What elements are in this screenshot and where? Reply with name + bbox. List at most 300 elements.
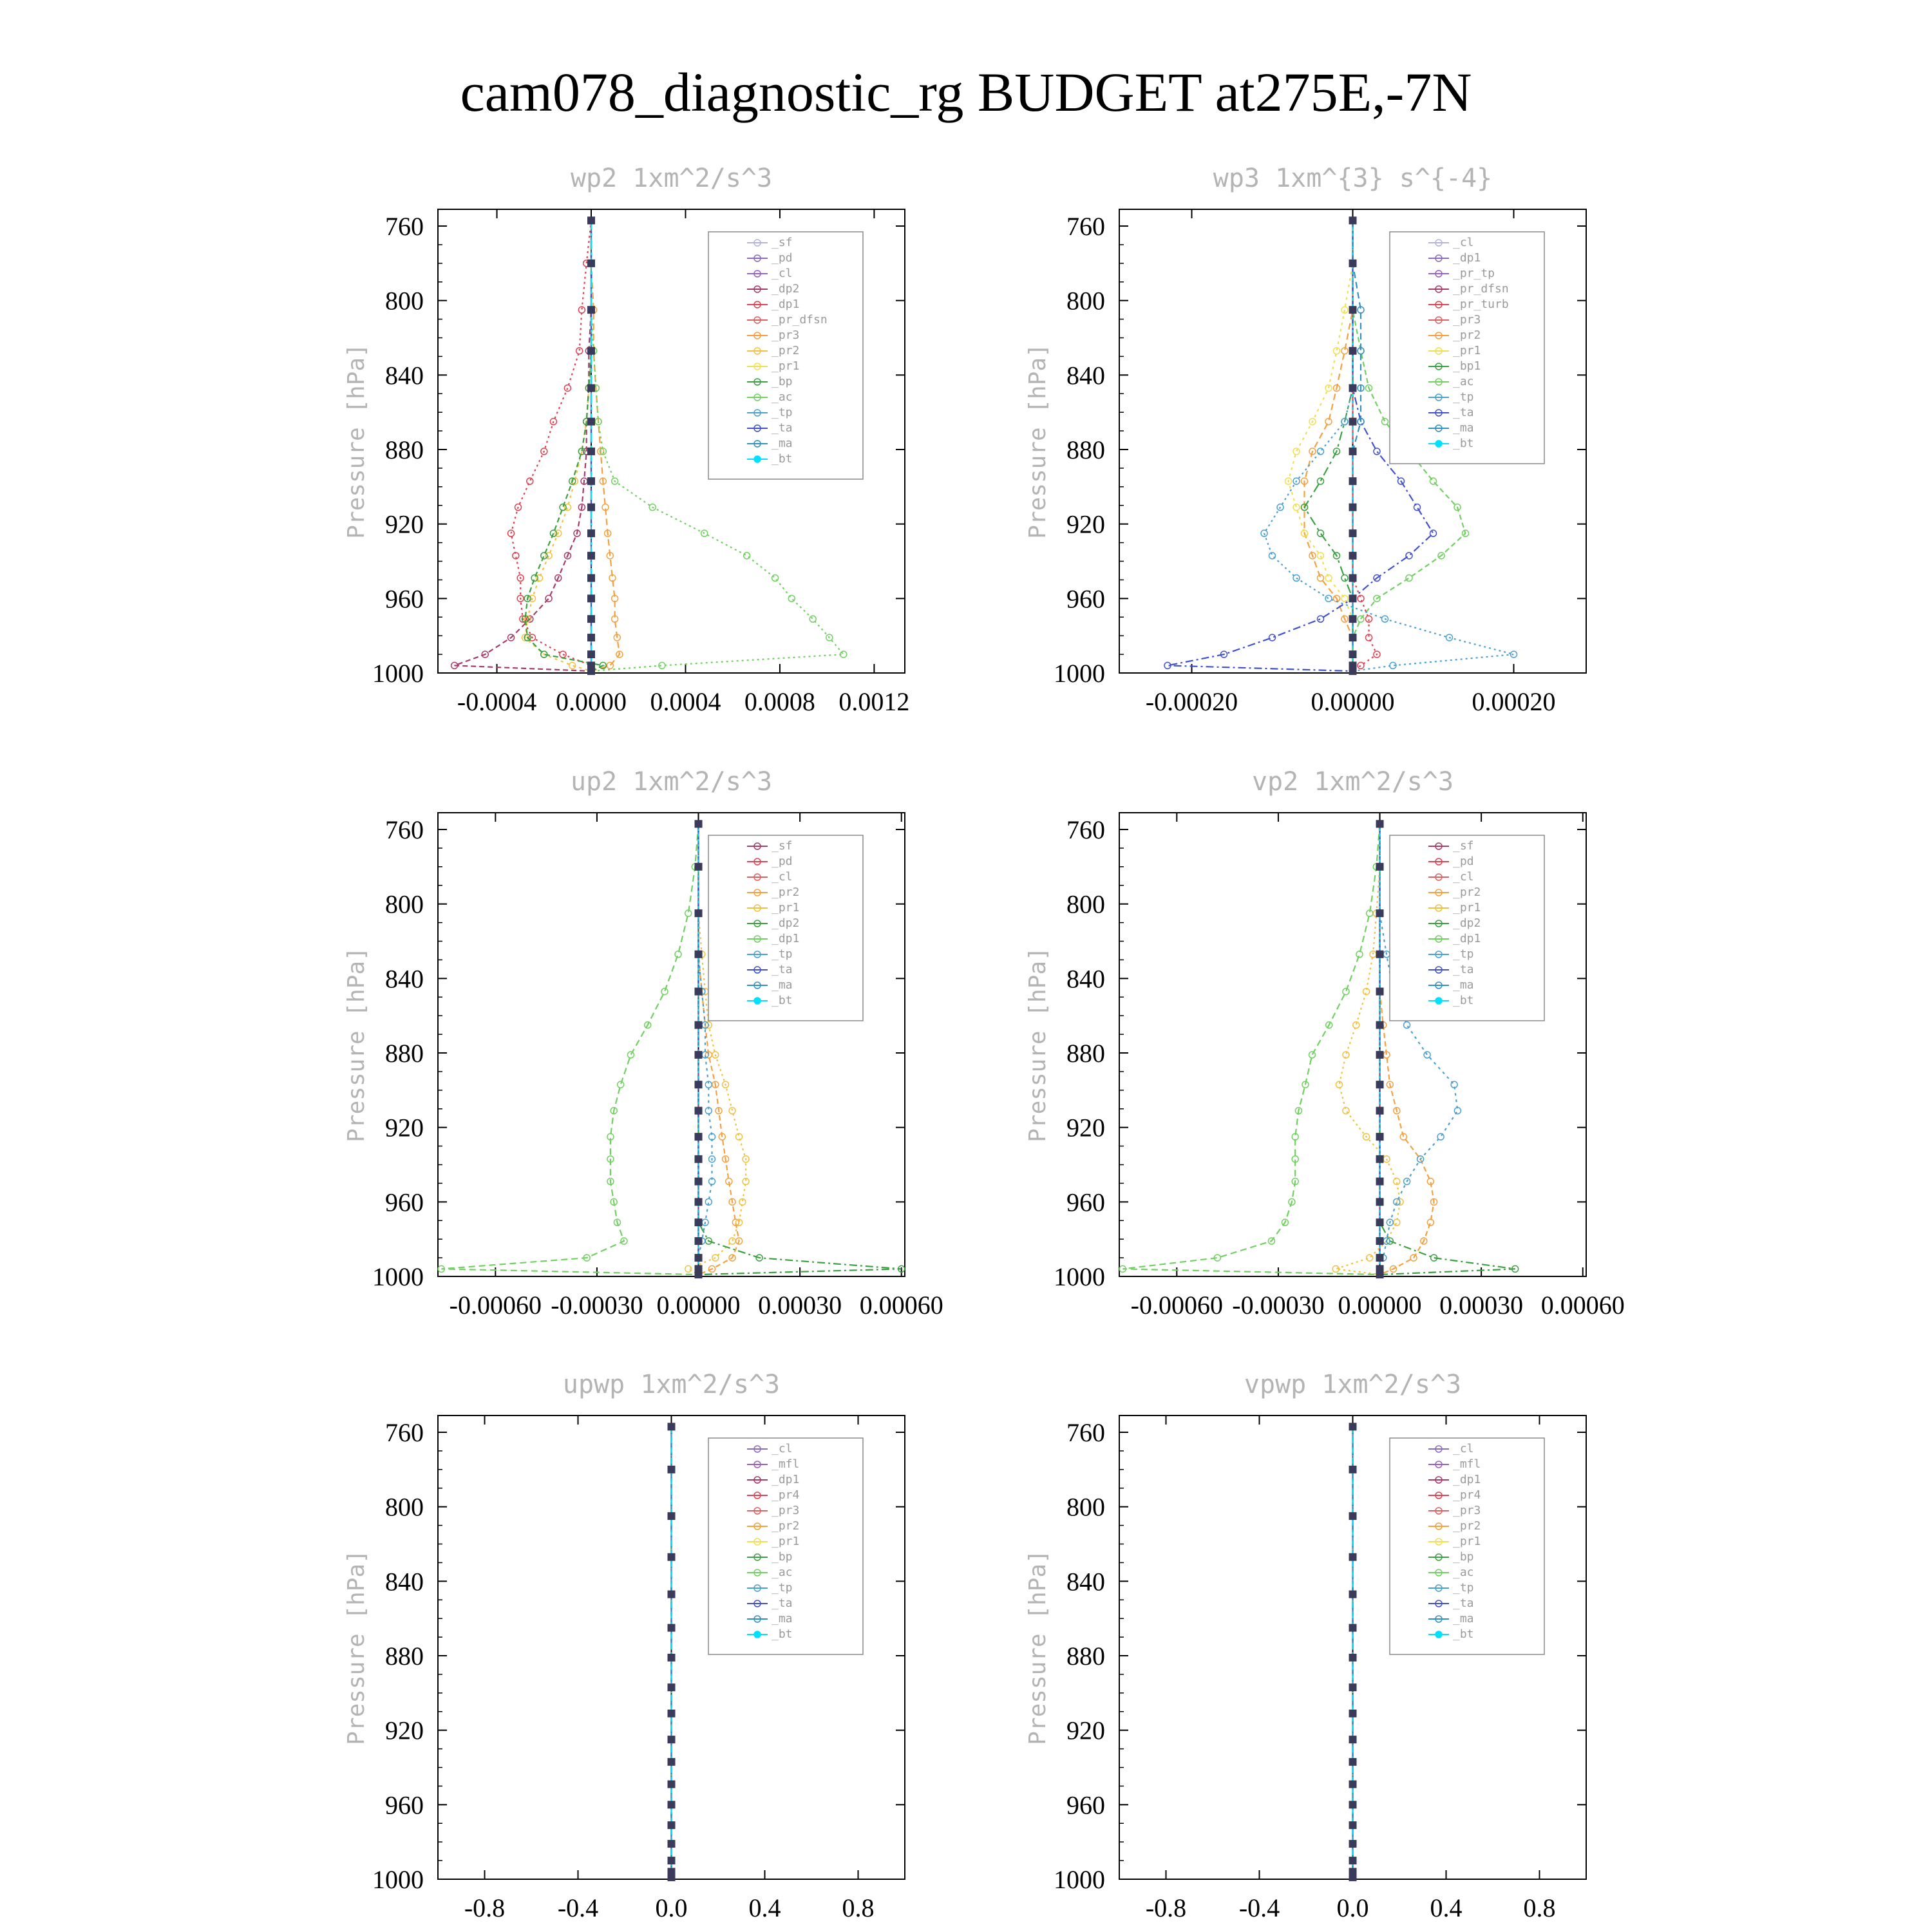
zero-marker (668, 1821, 676, 1829)
x-tick-label: 0.00030 (758, 1291, 842, 1320)
data-point (1382, 419, 1388, 425)
legend-entry: _pd (1453, 855, 1474, 868)
zero-marker (1349, 667, 1357, 675)
zero-marker (1349, 1857, 1357, 1864)
legend-marker (1435, 998, 1442, 1004)
series-line-dp1 (511, 220, 592, 671)
x-tick-label: 0.8 (842, 1893, 875, 1922)
data-point (729, 1238, 735, 1244)
legend-entry: _pr_dfsn (772, 313, 828, 327)
zero-marker (1349, 1758, 1357, 1766)
zero-marker (668, 1654, 676, 1662)
zero-marker (695, 1081, 703, 1088)
legend-entry: _pd (772, 855, 793, 868)
y-axis-label: Pressure [hPa] (1025, 1549, 1051, 1745)
x-tick-label: 0.0008 (744, 687, 815, 716)
zero-marker (1376, 1271, 1384, 1278)
x-tick-label: 0.8 (1523, 1893, 1556, 1922)
data-point (1318, 616, 1324, 622)
x-tick-label: 0.0012 (838, 687, 910, 716)
zero-marker (695, 1155, 703, 1163)
zero-marker (695, 1271, 703, 1278)
zero-marker (1349, 1553, 1357, 1561)
zero-marker (1349, 306, 1357, 314)
x-tick-label: 0.4 (748, 1893, 781, 1922)
data-point (1318, 530, 1324, 536)
zero-marker (1349, 1736, 1357, 1743)
y-tick-label: 880 (1066, 1642, 1105, 1671)
y-tick-label: 960 (1066, 584, 1105, 614)
data-point (729, 1108, 735, 1114)
zero-marker (668, 1553, 676, 1561)
legend-marker (754, 998, 761, 1004)
legend-entry: _pr3 (772, 1504, 800, 1517)
data-point (1454, 1108, 1461, 1114)
y-tick-label: 760 (1066, 1418, 1105, 1448)
zero-marker (695, 820, 703, 828)
data-point (607, 662, 613, 668)
zero-marker (1349, 1781, 1357, 1788)
data-point (627, 1052, 634, 1058)
x-tick-label: -0.00060 (449, 1291, 542, 1320)
y-tick-label: 880 (1066, 1039, 1105, 1068)
y-axis-label: Pressure [hPa] (1025, 947, 1051, 1142)
x-tick-label: 0.4 (1430, 1893, 1463, 1922)
legend-entry: _dp1 (1453, 1473, 1481, 1486)
data-point (1341, 575, 1348, 582)
zero-marker (695, 1198, 703, 1206)
data-point (1424, 1052, 1430, 1058)
legend-entry: _pd (772, 251, 793, 265)
legend-entry: _tp (1453, 390, 1474, 404)
data-point (1430, 530, 1437, 536)
legend-entry: _ta (1453, 406, 1474, 419)
panel-2 (1025, 164, 1586, 716)
legend-entry: _sf (772, 839, 793, 853)
series-line-pr2 (526, 220, 592, 671)
legend-entry: _bt (772, 994, 793, 1007)
panel-title: upwp 1xm^2/s^3 (562, 1370, 781, 1399)
zero-marker (587, 384, 595, 392)
y-axis-label: Pressure [hPa] (343, 1549, 370, 1745)
legend-entry: _dp1 (772, 932, 800, 945)
data-point (560, 504, 566, 511)
zero-marker (1349, 574, 1357, 582)
legend-entry: _pr3 (1453, 1504, 1481, 1517)
y-axis-label: Pressure [hPa] (343, 343, 370, 539)
y-tick-label: 920 (385, 509, 424, 539)
legend-entry: _bp (1453, 1550, 1474, 1564)
y-axis-label: Pressure [hPa] (343, 947, 370, 1142)
zero-marker (587, 306, 595, 314)
y-tick-label: 1000 (372, 1865, 424, 1894)
zero-marker (1376, 1237, 1384, 1245)
zero-marker (1376, 1081, 1384, 1088)
zero-marker (668, 1512, 676, 1520)
legend-entry: _bp1 (1453, 359, 1481, 373)
data-point (1367, 1255, 1373, 1261)
zero-marker (668, 1423, 676, 1430)
legend-entry: _bt (772, 452, 793, 466)
data-point (1269, 553, 1276, 559)
data-point (1341, 595, 1348, 601)
series-line-dp2 (455, 220, 591, 671)
legend-entry: _tp (1453, 947, 1474, 961)
series-line-pr2 (1305, 220, 1353, 671)
data-point (1414, 504, 1421, 511)
legend-entry: _bt (1453, 1627, 1474, 1641)
x-tick-label: 0.0004 (650, 687, 721, 716)
legend-entry: _pr_dfsn (1453, 282, 1509, 296)
zero-marker (1349, 1873, 1357, 1881)
x-tick-label: -0.00020 (1145, 687, 1238, 716)
zero-marker (1349, 1801, 1357, 1808)
zero-marker (668, 1801, 676, 1808)
legend-entry: _bt (1453, 994, 1474, 1007)
zero-marker (1376, 951, 1384, 958)
zero-marker (1349, 477, 1357, 485)
legend-entry: _ta (1453, 963, 1474, 976)
legend-entry: _pr_tp (1453, 267, 1495, 280)
panels (343, 164, 1625, 1922)
data-point (1309, 1052, 1315, 1058)
zero-marker (1349, 650, 1357, 658)
zero-marker (695, 1051, 703, 1059)
zero-marker (1349, 1710, 1357, 1718)
series-line-dp1 (1122, 824, 1379, 1274)
legend-entry: _cl (1453, 1442, 1474, 1455)
y-tick-label: 880 (385, 435, 424, 465)
zero-marker (1376, 820, 1384, 828)
legend-entry: _cl (1453, 870, 1474, 884)
legend-entry: _tp (772, 1581, 793, 1595)
legend-entry: _ac (772, 390, 793, 404)
panel-4 (1025, 767, 1625, 1320)
data-point (1406, 553, 1412, 559)
y-tick-label: 840 (385, 964, 424, 994)
legend-entry: _bt (1453, 437, 1474, 450)
zero-marker (587, 418, 595, 426)
y-tick-label: 1000 (1054, 659, 1105, 688)
data-point (1269, 634, 1276, 641)
y-tick-label: 1000 (1054, 1262, 1105, 1291)
panel-title: wp3 1xm^{3} s^{-4} (1213, 164, 1493, 193)
y-tick-label: 800 (385, 286, 424, 316)
y-tick-label: 800 (1066, 1492, 1105, 1522)
legend-entry: _ma (1453, 978, 1474, 992)
y-tick-label: 920 (1066, 1716, 1105, 1745)
legend-entry: _bt (772, 1627, 793, 1641)
legend-entry: _ta (772, 1596, 793, 1610)
zero-marker (1349, 260, 1357, 267)
legend-entry: _ma (1453, 421, 1474, 435)
zero-marker (695, 863, 703, 871)
data-point (1427, 1219, 1434, 1226)
legend-entry: _pr1 (772, 359, 800, 373)
legend-entry: _pr1 (1453, 901, 1481, 914)
y-tick-label: 760 (385, 212, 424, 242)
zero-marker (668, 1736, 676, 1743)
zero-marker (668, 1710, 676, 1718)
legend-entry: _pr1 (772, 901, 800, 914)
zero-marker (587, 504, 595, 511)
y-tick-label: 1000 (372, 1262, 424, 1291)
zero-marker (1349, 529, 1357, 537)
zero-marker (1349, 1840, 1357, 1848)
legend-entry: _pr2 (772, 886, 800, 899)
legend-entry: _ma (1453, 1612, 1474, 1625)
data-point (661, 989, 668, 995)
zero-marker (1376, 1198, 1384, 1206)
legend-entry: _ta (1453, 1596, 1474, 1610)
x-tick-label: -0.4 (1238, 1893, 1280, 1922)
y-tick-label: 960 (385, 1188, 424, 1217)
legend-entry: _ta (772, 963, 793, 976)
legend-entry: _ac (1453, 375, 1474, 388)
y-tick-label: 800 (1066, 889, 1105, 919)
y-tick-label: 920 (385, 1716, 424, 1745)
data-point (1430, 478, 1437, 484)
zero-marker (1376, 1107, 1384, 1115)
legend-entry: _cl (772, 870, 793, 884)
legend-entry: _pr1 (1453, 344, 1481, 357)
data-point (1318, 478, 1324, 484)
legend-entry: _pr2 (772, 344, 800, 357)
y-tick-label: 960 (385, 1790, 424, 1820)
legend-entry: _ac (772, 1566, 793, 1579)
zero-marker (695, 1254, 703, 1262)
zero-marker (1376, 988, 1384, 996)
data-point (1404, 1022, 1410, 1028)
y-tick-label: 760 (1066, 815, 1105, 845)
legend-marker (754, 456, 761, 462)
legend-entry: _pr4 (1453, 1488, 1481, 1502)
zero-marker (1349, 1512, 1357, 1520)
zero-marker (1349, 216, 1357, 224)
data-point (685, 1265, 692, 1272)
data-point (788, 595, 795, 601)
zero-marker (695, 1218, 703, 1226)
zero-marker (695, 1021, 703, 1029)
series-line-bp1 (1305, 220, 1353, 671)
x-tick-label: -0.8 (1145, 1893, 1187, 1922)
zero-marker (695, 909, 703, 917)
zero-marker (695, 988, 703, 996)
x-tick-label: 0.00000 (1311, 687, 1395, 716)
zero-marker (1376, 1051, 1384, 1059)
panel-3 (343, 767, 943, 1320)
y-tick-label: 920 (1066, 509, 1105, 539)
legend-entry: _dp2 (1453, 916, 1481, 930)
y-axis-label: Pressure [hPa] (1025, 343, 1051, 539)
zero-marker (1349, 1654, 1357, 1662)
zero-marker (668, 1683, 676, 1691)
legend-entry: _bp (772, 1550, 793, 1564)
legend-entry: _ac (1453, 1566, 1474, 1579)
y-tick-label: 960 (1066, 1188, 1105, 1217)
y-tick-label: 960 (1066, 1790, 1105, 1820)
zero-marker (587, 634, 595, 641)
y-tick-label: 920 (1066, 1113, 1105, 1142)
x-tick-label: 0.0000 (556, 687, 627, 716)
zero-marker (587, 477, 595, 485)
zero-marker (587, 574, 595, 582)
data-point (1437, 1133, 1444, 1140)
series-line-pr1 (1289, 220, 1353, 671)
zero-marker (587, 594, 595, 602)
y-tick-label: 760 (1066, 212, 1105, 242)
legend-entry: _pr3 (772, 328, 800, 342)
series-line-ma (1353, 220, 1361, 671)
panel-title: up2 1xm^2/s^3 (570, 767, 773, 797)
x-tick-label: 0.00060 (1540, 1291, 1625, 1320)
zero-marker (1349, 448, 1357, 455)
zero-marker (1349, 1423, 1357, 1430)
zero-marker (587, 448, 595, 455)
x-tick-label: 0.0 (655, 1893, 688, 1922)
zero-marker (1349, 1591, 1357, 1598)
y-tick-label: 1000 (1054, 1865, 1105, 1894)
y-tick-label: 880 (385, 1039, 424, 1068)
data-point (1318, 448, 1324, 455)
legend-entry: _cl (772, 1442, 793, 1455)
x-tick-label: 0.0 (1336, 1893, 1369, 1922)
legend-entry: _ma (772, 437, 793, 450)
legend-entry: _sf (772, 236, 793, 249)
x-tick-label: -0.00060 (1130, 1291, 1223, 1320)
y-tick-label: 840 (1066, 964, 1105, 994)
y-tick-label: 800 (385, 889, 424, 919)
data-point (1366, 616, 1372, 622)
data-point (1318, 553, 1324, 559)
zero-marker (668, 1873, 676, 1881)
zero-marker (1349, 504, 1357, 511)
data-point (545, 595, 552, 601)
y-tick-label: 840 (385, 1567, 424, 1596)
zero-marker (668, 1466, 676, 1473)
legend-entry: _tp (772, 947, 793, 961)
zero-marker (668, 1840, 676, 1848)
zero-marker (1349, 418, 1357, 426)
legend-entry: _dp2 (772, 282, 800, 296)
y-tick-label: 840 (1066, 1567, 1105, 1596)
data-point (1293, 448, 1300, 455)
data-point (564, 385, 571, 392)
legend-entry: _ta (772, 421, 793, 435)
zero-marker (1349, 1821, 1357, 1829)
legend-entry: _tp (772, 406, 793, 419)
zero-marker (587, 347, 595, 355)
zero-marker (668, 1857, 676, 1864)
data-point (1511, 651, 1517, 658)
y-tick-label: 840 (1066, 361, 1105, 390)
y-tick-label: 760 (385, 815, 424, 845)
data-point (1374, 448, 1380, 455)
x-tick-label: -0.4 (557, 1893, 599, 1922)
legend-entry: _pr2 (1453, 328, 1481, 342)
legend-entry: _pr2 (1453, 886, 1481, 899)
legend-entry: _mfl (1453, 1457, 1481, 1471)
series-line-pr3 (591, 220, 620, 671)
legend-entry: _mfl (772, 1457, 800, 1471)
data-point (1394, 1219, 1400, 1226)
zero-marker (1349, 634, 1357, 641)
zero-marker (695, 951, 703, 958)
legend-entry: _pr2 (772, 1519, 800, 1533)
data-point (527, 478, 533, 484)
y-tick-label: 800 (385, 1492, 424, 1522)
zero-marker (1349, 615, 1357, 623)
panel-6 (1025, 1370, 1586, 1922)
zero-marker (695, 1178, 703, 1186)
data-point (576, 348, 583, 354)
data-point (744, 553, 750, 559)
x-tick-label: -0.8 (464, 1893, 506, 1922)
legend-entry: _pr1 (1453, 1535, 1481, 1548)
x-tick-label: 0.00060 (859, 1291, 943, 1320)
x-tick-label: 0.00030 (1439, 1291, 1524, 1320)
legend-entry: _dp1 (1453, 251, 1481, 265)
data-point (810, 616, 816, 622)
zero-marker (668, 1758, 676, 1766)
data-point (1358, 662, 1364, 668)
data-point (1318, 575, 1324, 582)
legend-entry: _bp (772, 375, 793, 388)
zero-marker (695, 1107, 703, 1115)
legend-entry: _pr2 (1453, 1519, 1481, 1533)
panel-title: vpwp 1xm^2/s^3 (1244, 1370, 1462, 1399)
y-tick-label: 920 (385, 1113, 424, 1142)
zero-marker (1376, 1155, 1384, 1163)
zero-marker (1376, 1178, 1384, 1186)
zero-marker (587, 529, 595, 537)
data-point (1325, 575, 1332, 582)
series-line-dp1 (441, 824, 698, 1274)
legend-entry: _dp1 (1453, 932, 1481, 945)
zero-marker (587, 650, 595, 658)
y-tick-label: 800 (1066, 286, 1105, 316)
y-tick-label: 880 (385, 1642, 424, 1671)
x-tick-label: 0.00020 (1472, 687, 1556, 716)
legend (1390, 232, 1544, 464)
legend (1390, 835, 1544, 1021)
zero-marker (1376, 909, 1384, 917)
legend-entry: _pr_turb (1453, 298, 1509, 311)
legend (1390, 1438, 1544, 1654)
legend (708, 1438, 863, 1654)
legend-entry: _dp1 (772, 1473, 800, 1486)
zero-marker (1349, 552, 1357, 560)
panel-1 (343, 164, 909, 716)
zero-marker (668, 1781, 676, 1788)
legend-marker (1435, 1631, 1442, 1638)
zero-marker (695, 1133, 703, 1141)
legend-entry: _pr3 (1453, 313, 1481, 327)
legend-entry: _sf (1453, 839, 1474, 853)
y-tick-label: 960 (385, 584, 424, 614)
zero-marker (1376, 1021, 1384, 1029)
legend-entry: _cl (772, 267, 793, 280)
x-tick-label: 0.00000 (656, 1291, 741, 1320)
legend-marker (754, 1631, 761, 1638)
legend-entry: _dp2 (772, 916, 800, 930)
panel-title: wp2 1xm^2/s^3 (570, 164, 773, 193)
data-point (1332, 1265, 1339, 1272)
zero-marker (587, 615, 595, 623)
legend-entry: _dp1 (772, 298, 800, 311)
zero-marker (1349, 384, 1357, 392)
x-tick-label: -0.00030 (1232, 1291, 1325, 1320)
